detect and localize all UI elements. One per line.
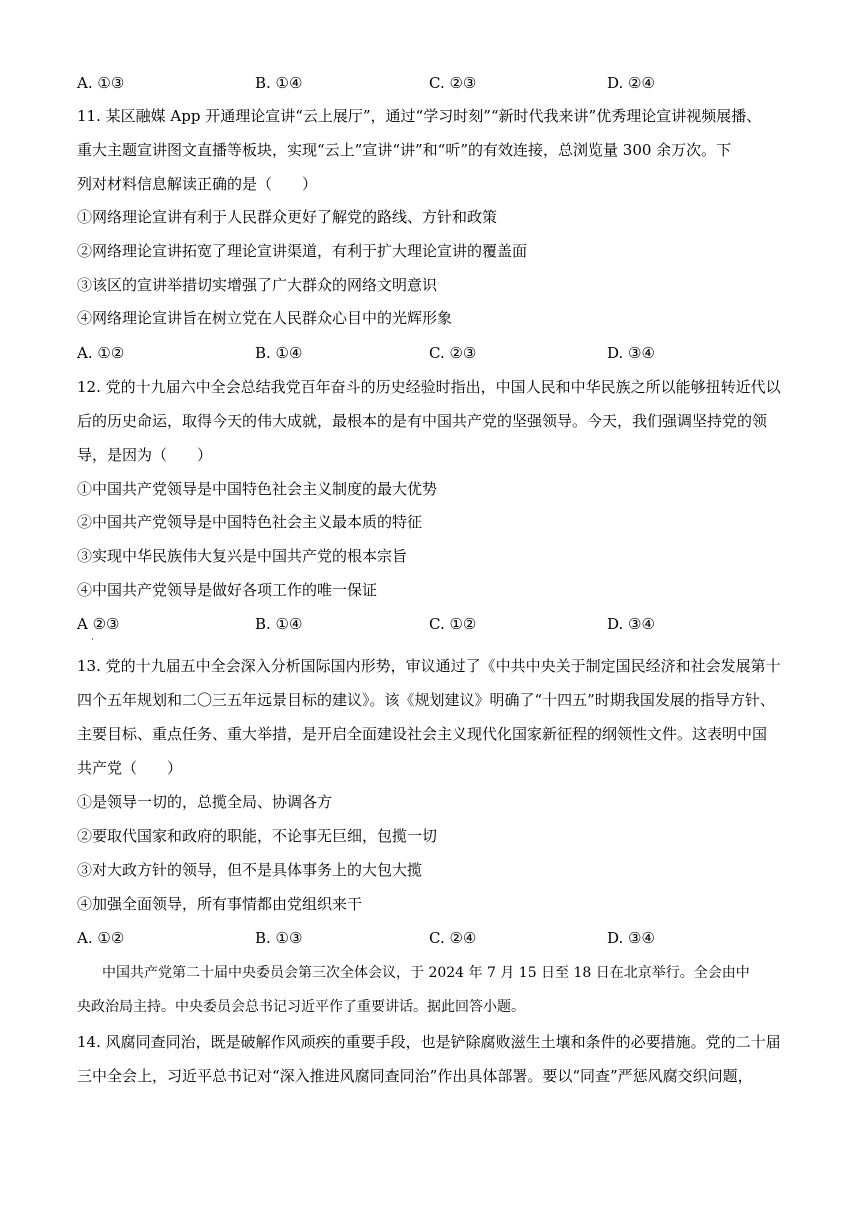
q11-stem-line: 重大主题宣讲图文直播等板块，实现“云上”宣讲“讲”和“听”的有效连接，总浏览量 300 余万次。下 xyxy=(77,141,732,159)
q12-option-a[interactable]: A ②③ xyxy=(77,615,120,633)
q10-option-d[interactable]: D. ②④ xyxy=(607,74,655,92)
q10-option-b[interactable]: B. ①④ xyxy=(255,74,303,92)
q12-option-c[interactable]: C. ①② xyxy=(429,615,477,633)
q11-option-c[interactable]: C. ②③ xyxy=(429,344,477,362)
q12-statement: ①中国共产党领导是中国特色社会主义制度的最大优势 xyxy=(77,480,438,498)
q13-statement: ①是领导一切的，总揽全局、协调各方 xyxy=(77,793,333,811)
q13-statement: ②要取代国家和政府的职能，不论事无巨细，包揽一切 xyxy=(77,827,438,845)
q10-options xyxy=(77,73,777,93)
q12-stem-line: 12. 党的十九届六中全会总结我党百年奋斗的历史经验时指出，中国人民和中华民族之所以能够扭转近代以 xyxy=(77,378,781,396)
q14-stem-line: 三中全会上，习近平总书记对“深入推进风腐同查同治”作出具体部署。要以“同查”严惩风腐交织问题， xyxy=(77,1067,753,1085)
q11-option-a[interactable]: A. ①② xyxy=(77,344,125,362)
q12-options xyxy=(77,614,777,634)
q13-option-c[interactable]: C. ②④ xyxy=(429,929,477,947)
q13-stem-line: 四个五年规划和二〇三五年远景目标的建议》。该《规划建议》明确了“十四五”时期我国发展的指导方针、 xyxy=(77,691,775,709)
q12-option-d[interactable]: D. ③④ xyxy=(607,615,655,633)
q13-statement: ③对大政方针的领导，但不是具体事务上的大包大揽 xyxy=(77,861,423,879)
q12-statement: ③实现中华民族伟大复兴是中国共产党的根本宗旨 xyxy=(77,547,408,565)
q13-option-b[interactable]: B. ①③ xyxy=(255,929,303,947)
q11-stem-line: 列对材料信息解读正确的是（ ） xyxy=(77,175,318,193)
q13-option-d[interactable]: D. ③④ xyxy=(607,929,655,947)
q13-stem-line: 13. 党的十九届五中全会深入分析国际国内形势，审议通过了《中共中央关于制定国民经济和社会发展第十 xyxy=(77,657,781,675)
q10-option-c[interactable]: C. ②③ xyxy=(429,74,477,92)
q11-statement: ③该区的宣讲举措切实增强了广大群众的网络文明意识 xyxy=(77,276,438,294)
q14-stem-line: 14. 风腐同查同治，既是破解作风顽疾的重要手段，也是铲除腐败滋生土壤和条件的必要措施。党的二十届 xyxy=(77,1033,781,1051)
q12-stem-line: 导，是因为（ ） xyxy=(77,446,213,464)
q11-option-d[interactable]: D. ③④ xyxy=(607,344,655,362)
q13-option-a[interactable]: A. ①② xyxy=(77,929,125,947)
q13-statement: ④加强全面领导，所有事情都由党组织来干 xyxy=(77,895,363,913)
q13-options xyxy=(77,928,777,948)
stray-dot-mark: · xyxy=(91,635,94,645)
q11-options xyxy=(77,343,777,363)
material-paragraph-line: 中国共产党第二十届中央委员会第三次全体会议，于 2024 年 7 月 15 日至 18 日在北京举行。全会由中 xyxy=(102,965,750,981)
q11-statement: ④网络理论宣讲旨在树立党在人民群众心目中的光辉形象 xyxy=(77,309,453,327)
q11-stem-line: 11. 某区融媒 App 开通理论宣讲“云上展厅”，通过“学习时刻”“新时代我来讲”优秀理论宣讲视频展播、 xyxy=(77,107,762,125)
q13-stem-line: 主要目标、重点任务、重大举措，是开启全面建设社会主义现代化国家新征程的纲领性文件。这表明中国 xyxy=(77,725,768,743)
q10-option-a[interactable]: A. ①③ xyxy=(77,74,125,92)
q11-option-b[interactable]: B. ①④ xyxy=(255,344,303,362)
q11-statement: ①网络理论宣讲有利于人民群众更好了解党的路线、方针和政策 xyxy=(77,208,498,226)
q12-statement: ②中国共产党领导是中国特色社会主义最本质的特征 xyxy=(77,513,423,531)
q12-stem-line: 后的历史命运，取得今天的伟大成就，最根本的是有中国共产党的坚强领导。今天，我们强调坚持党的领 xyxy=(77,412,768,430)
q11-statement: ②网络理论宣讲拓宽了理论宣讲渠道，有利于扩大理论宣讲的覆盖面 xyxy=(77,242,528,260)
q12-option-b[interactable]: B. ①④ xyxy=(255,615,303,633)
q13-stem-line: 共产党（ ） xyxy=(77,759,183,777)
material-paragraph-line: 央政治局主持。中央委员会总书记习近平作了重要讲话。据此回答小题。 xyxy=(77,999,525,1015)
q12-statement: ④中国共产党领导是做好各项工作的唯一保证 xyxy=(77,581,378,599)
